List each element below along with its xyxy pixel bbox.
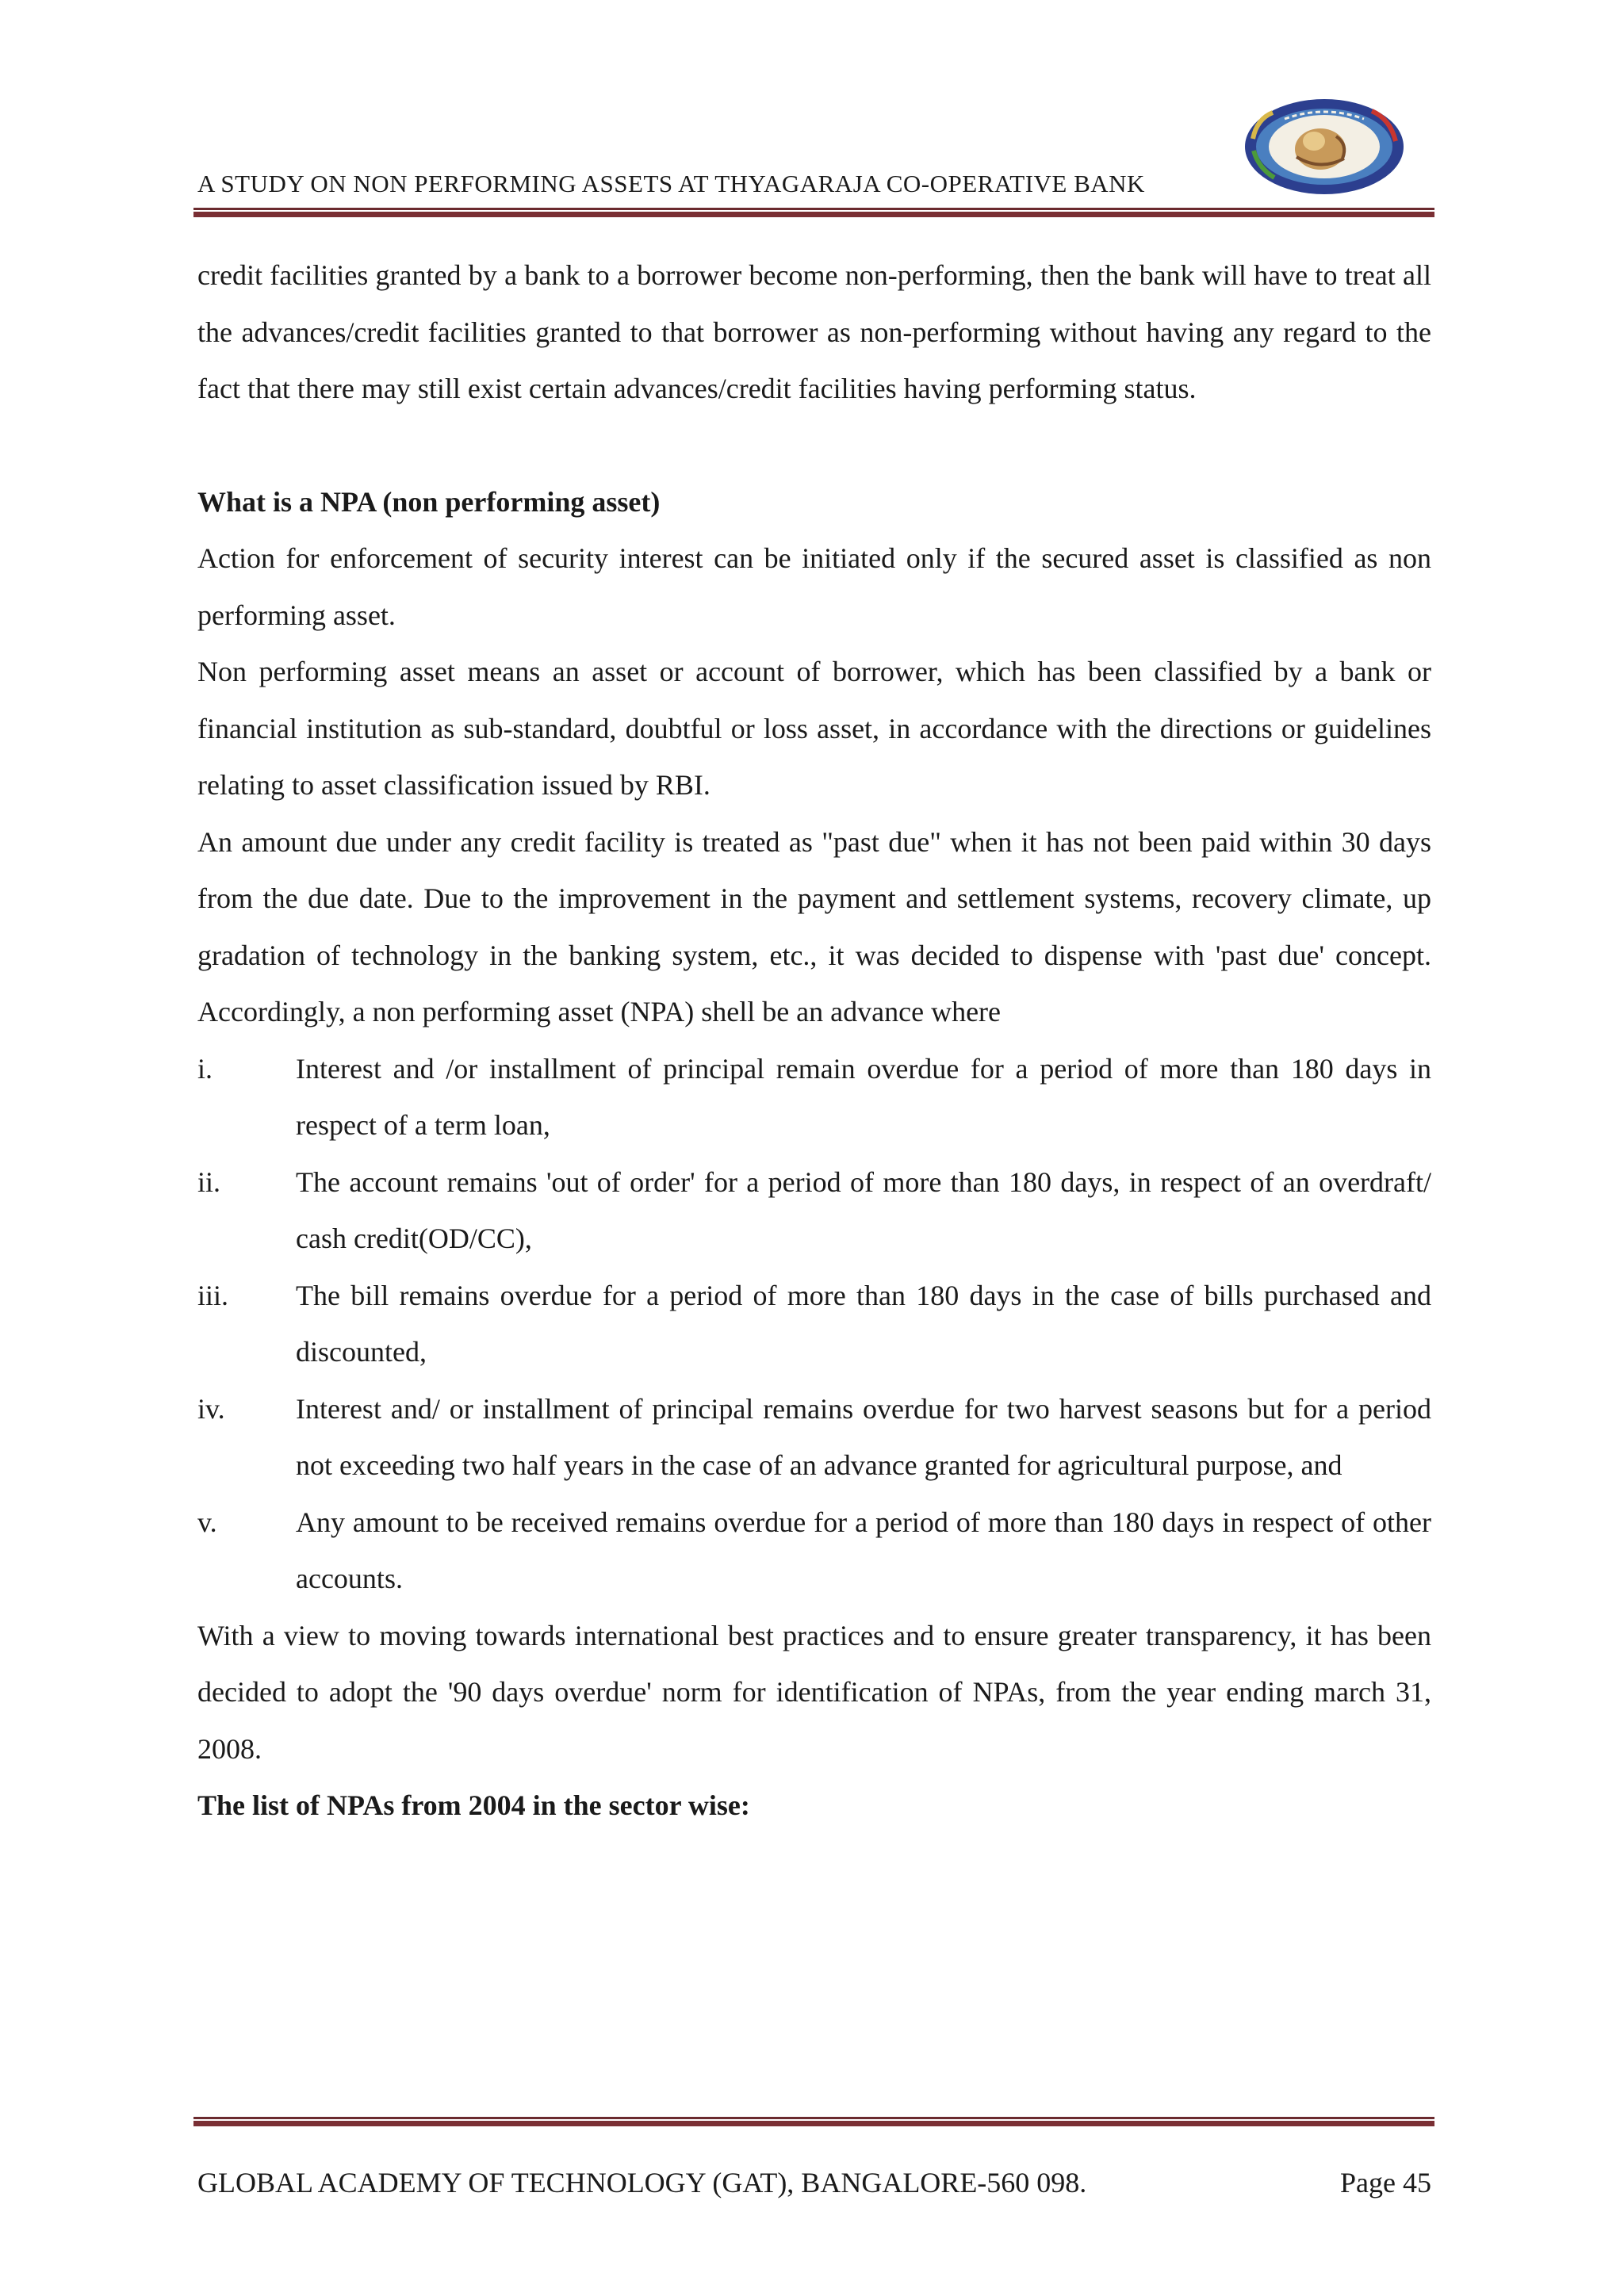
page-header-title: A STUDY ON NON PERFORMING ASSETS AT THYAGARAJA CO-OPERATIVE BANK	[197, 170, 1145, 197]
list-item-text: Interest and/ or installment of principal remains overdue for two harvest seasons but for a period not exceeding two half years in the case of an advance granted for agricultural purpose, and	[296, 1392, 1431, 1481]
intro-paragraph: credit facilities granted by a bank to a borrower become non-performing, then the bank will have to treat all the advances/credit facilities granted to that borrower as non-performing without having any regard to the fact that there may still exist certain advances/credit facilities having performing status.	[197, 259, 1431, 404]
list-item-text: The bill remains overdue for a period of more than 180 days in the case of bills purchased and discounted,	[296, 1279, 1431, 1368]
header-divider	[193, 208, 1434, 217]
list-item-number: v.	[197, 1506, 217, 1538]
list-item-text: Any amount to be received remains overdue for a period of more than 180 days in respect of other accounts.	[296, 1506, 1431, 1594]
list-item-number: i.	[197, 1052, 213, 1085]
list-item-number: ii.	[197, 1165, 221, 1198]
paragraph-90-days-norm: With a view to moving towards international best practices and to ensure greater transparency, it has been decided to adopt the '90 days overdue' norm for identification of NPAs, from the year ending march 31, 2008.	[197, 1619, 1431, 1765]
section-heading: What is a NPA (non performing asset)	[197, 485, 661, 518]
list-item	[197, 1268, 1431, 1381]
list-item-number: iv.	[197, 1392, 225, 1425]
paragraph-past-due: An amount due under any credit facility is treated as "past due" when it has not been paid within 30 days from the due date. Due to the improvement in the payment and settlement systems, recovery climate, up gradation of technology in the banking system, etc., it was decided to dispense with 'past due' concept. Accordingly, a non performing asset (NPA) shell be an advance where	[197, 825, 1431, 1027]
list-item	[197, 1494, 1431, 1608]
paragraph-npa-definition: Non performing asset means an asset or account of borrower, which has been classified by a bank or financial institution as sub-standard, doubtful or loss asset, in accordance with the directions or guidelines relating to asset classification issued by RBI.	[197, 656, 1431, 801]
closing-heading: The list of NPAs from 2004 in the sector wise:	[197, 1789, 750, 1821]
list-item	[197, 1041, 1431, 1154]
list-item-text: Interest and /or installment of principal remain overdue for a period of more than 180 days in respect of a term loan,	[296, 1052, 1431, 1141]
bank-logo-icon	[1241, 95, 1408, 198]
page-number: Page 45	[1340, 2167, 1431, 2198]
paragraph-enforcement: Action for enforcement of security interest can be initiated only if the secured asset is classified as non performing asset.	[197, 542, 1431, 631]
list-item-number: iii.	[197, 1279, 229, 1311]
list-item	[197, 1154, 1431, 1268]
npa-criteria-list	[197, 1041, 1431, 1608]
footer-divider	[193, 2117, 1434, 2128]
list-item	[197, 1381, 1431, 1494]
footer-institution: GLOBAL ACADEMY OF TECHNOLOGY (GAT), BANGALORE-560 098.	[197, 2167, 1087, 2198]
list-item-text: The account remains 'out of order' for a period of more than 180 days, in respect of an overdraft/ cash credit(OD/CC),	[296, 1165, 1431, 1254]
page-body	[197, 247, 1431, 1835]
